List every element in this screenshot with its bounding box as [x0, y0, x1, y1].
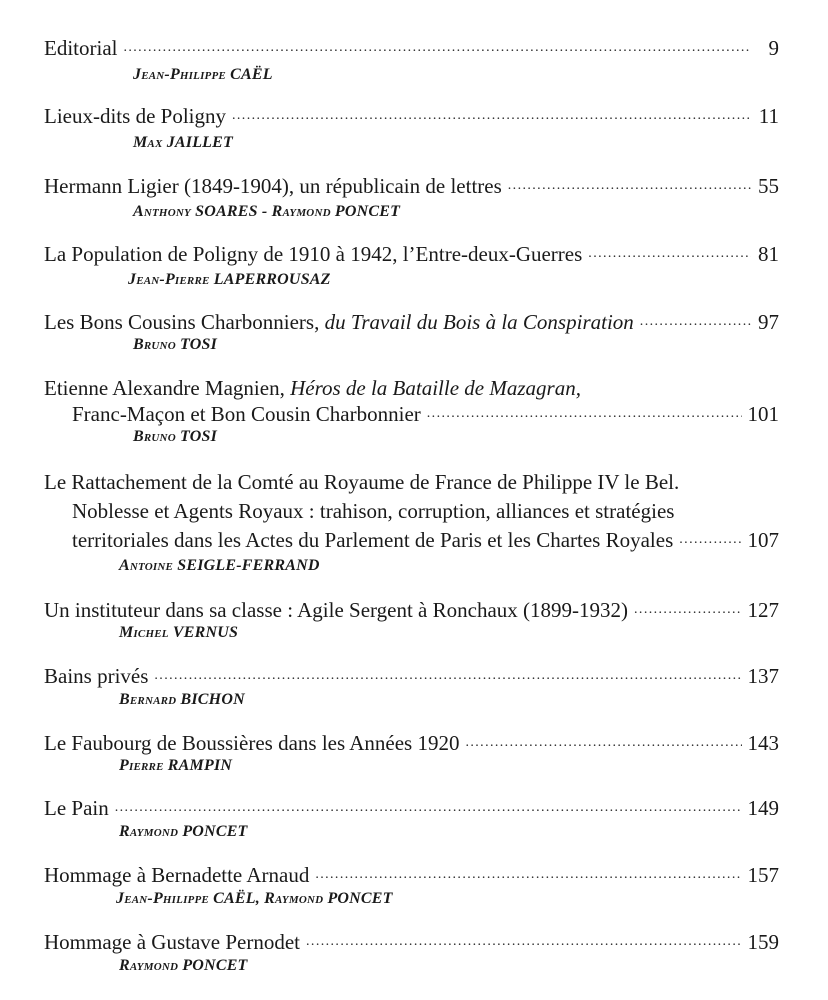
- toc-entry-line: [44, 594, 779, 622]
- entry-title: Bains privés: [44, 664, 149, 688]
- dot-leader: [640, 315, 751, 329]
- dot-leader: [427, 407, 742, 421]
- entry-author: Michel VERNUS: [119, 624, 239, 641]
- entry-subtitle: du Travail du Bois à la Conspiration: [324, 310, 634, 334]
- toc-entry-line: [44, 660, 779, 688]
- dot-leader: [634, 603, 741, 617]
- page-number: 157: [747, 863, 779, 887]
- toc-entry-line: [44, 926, 779, 954]
- entry-subtitle: Héros de la Bataille de Mazagran,: [290, 376, 581, 400]
- entry-title: Le Faubourg de Boussières dans les Années 1920: [44, 731, 460, 755]
- toc-entry-line: [72, 524, 779, 552]
- page-number: 11: [758, 104, 779, 128]
- page-number: 127: [747, 598, 779, 622]
- dot-leader: [123, 41, 751, 55]
- toc-entry-line: [44, 372, 779, 400]
- page-number: 101: [747, 402, 779, 426]
- entry-title: Hermann Ligier (1849-1904), un républicain de lettres: [44, 174, 502, 198]
- page-number: 107: [747, 528, 779, 552]
- entry-author: Jean-Pierre LAPERROUSAZ: [128, 271, 331, 288]
- toc-entry-line: [44, 170, 779, 198]
- dot-leader: [154, 669, 741, 683]
- page-number: 137: [747, 664, 779, 688]
- entry-title: Etienne Alexandre Magnien,: [44, 376, 285, 400]
- entry-title: Le Pain: [44, 796, 109, 820]
- page-number: 143: [747, 731, 779, 755]
- entry-title: Lieux-dits de Poligny: [44, 104, 226, 128]
- dot-leader: [232, 109, 751, 123]
- toc-entry-line: [44, 727, 779, 755]
- entry-author: Raymond PONCET: [119, 823, 248, 840]
- page-number: 55: [758, 174, 779, 198]
- page-number: 81: [758, 242, 779, 266]
- dot-leader: [508, 179, 751, 193]
- page-number: 9: [768, 36, 779, 60]
- page-number: 159: [747, 930, 779, 954]
- toc-entry-line: [44, 306, 779, 334]
- toc-entry-line: [72, 398, 779, 426]
- toc-entry-line: [44, 32, 779, 60]
- dot-leader: [115, 801, 742, 815]
- entry-subtitle: Noblesse et Agents Royaux : trahison, corruption, alliances et stratégies: [72, 499, 675, 523]
- dot-leader: [465, 736, 741, 750]
- toc-entry-line: [44, 466, 779, 494]
- entry-author: Anthony SOARES - Raymond PONCET: [133, 203, 401, 220]
- dot-leader: [306, 935, 741, 949]
- entry-author: Pierre RAMPIN: [119, 757, 233, 774]
- entry-title: La Population de Poligny de 1910 à 1942, l’Entre-deux-Guerres: [44, 242, 583, 266]
- entry-title: Le Rattachement de la Comté au Royaume de France de Philippe IV le Bel.: [44, 470, 680, 494]
- entry-author: Bernard BICHON: [119, 691, 245, 708]
- entry-title: Editorial: [44, 36, 118, 60]
- entry-title: Un instituteur dans sa classe : Agile Sergent à Ronchaux (1899-1932): [44, 598, 629, 622]
- entry-title: Hommage à Bernadette Arnaud: [44, 863, 310, 887]
- page-number: 97: [758, 310, 779, 334]
- entry-author: Max JAILLET: [133, 134, 233, 151]
- toc-entry-line: [44, 792, 779, 820]
- entry-title: Hommage à Gustave Pernodet: [44, 930, 301, 954]
- entry-author: Bruno TOSI: [133, 428, 218, 445]
- entry-subtitle: Franc-Maçon et Bon Cousin Charbonnier: [72, 402, 421, 426]
- entry-author: Jean-Philippe CAËL, Raymond PONCET: [116, 890, 393, 907]
- entry-subtitle: territoriales dans les Actes du Parlement de Paris et les Chartes Royales: [72, 528, 674, 552]
- dot-leader: [315, 868, 741, 882]
- entry-title: Les Bons Cousins Charbonniers,: [44, 310, 320, 334]
- entry-author: Jean-Philippe CAËL: [133, 66, 273, 83]
- toc-entry-line: [44, 238, 779, 266]
- entry-author: Bruno TOSI: [133, 336, 218, 353]
- dot-leader: [679, 533, 741, 547]
- dot-leader: [588, 247, 751, 261]
- entry-author: Raymond PONCET: [119, 957, 248, 974]
- page-number: 149: [747, 796, 779, 820]
- toc-entry-line: [72, 495, 779, 523]
- toc-entry-line: [44, 100, 779, 128]
- entry-author: Antoine SEIGLE-FERRAND: [119, 557, 320, 574]
- toc-entry-line: [44, 859, 779, 887]
